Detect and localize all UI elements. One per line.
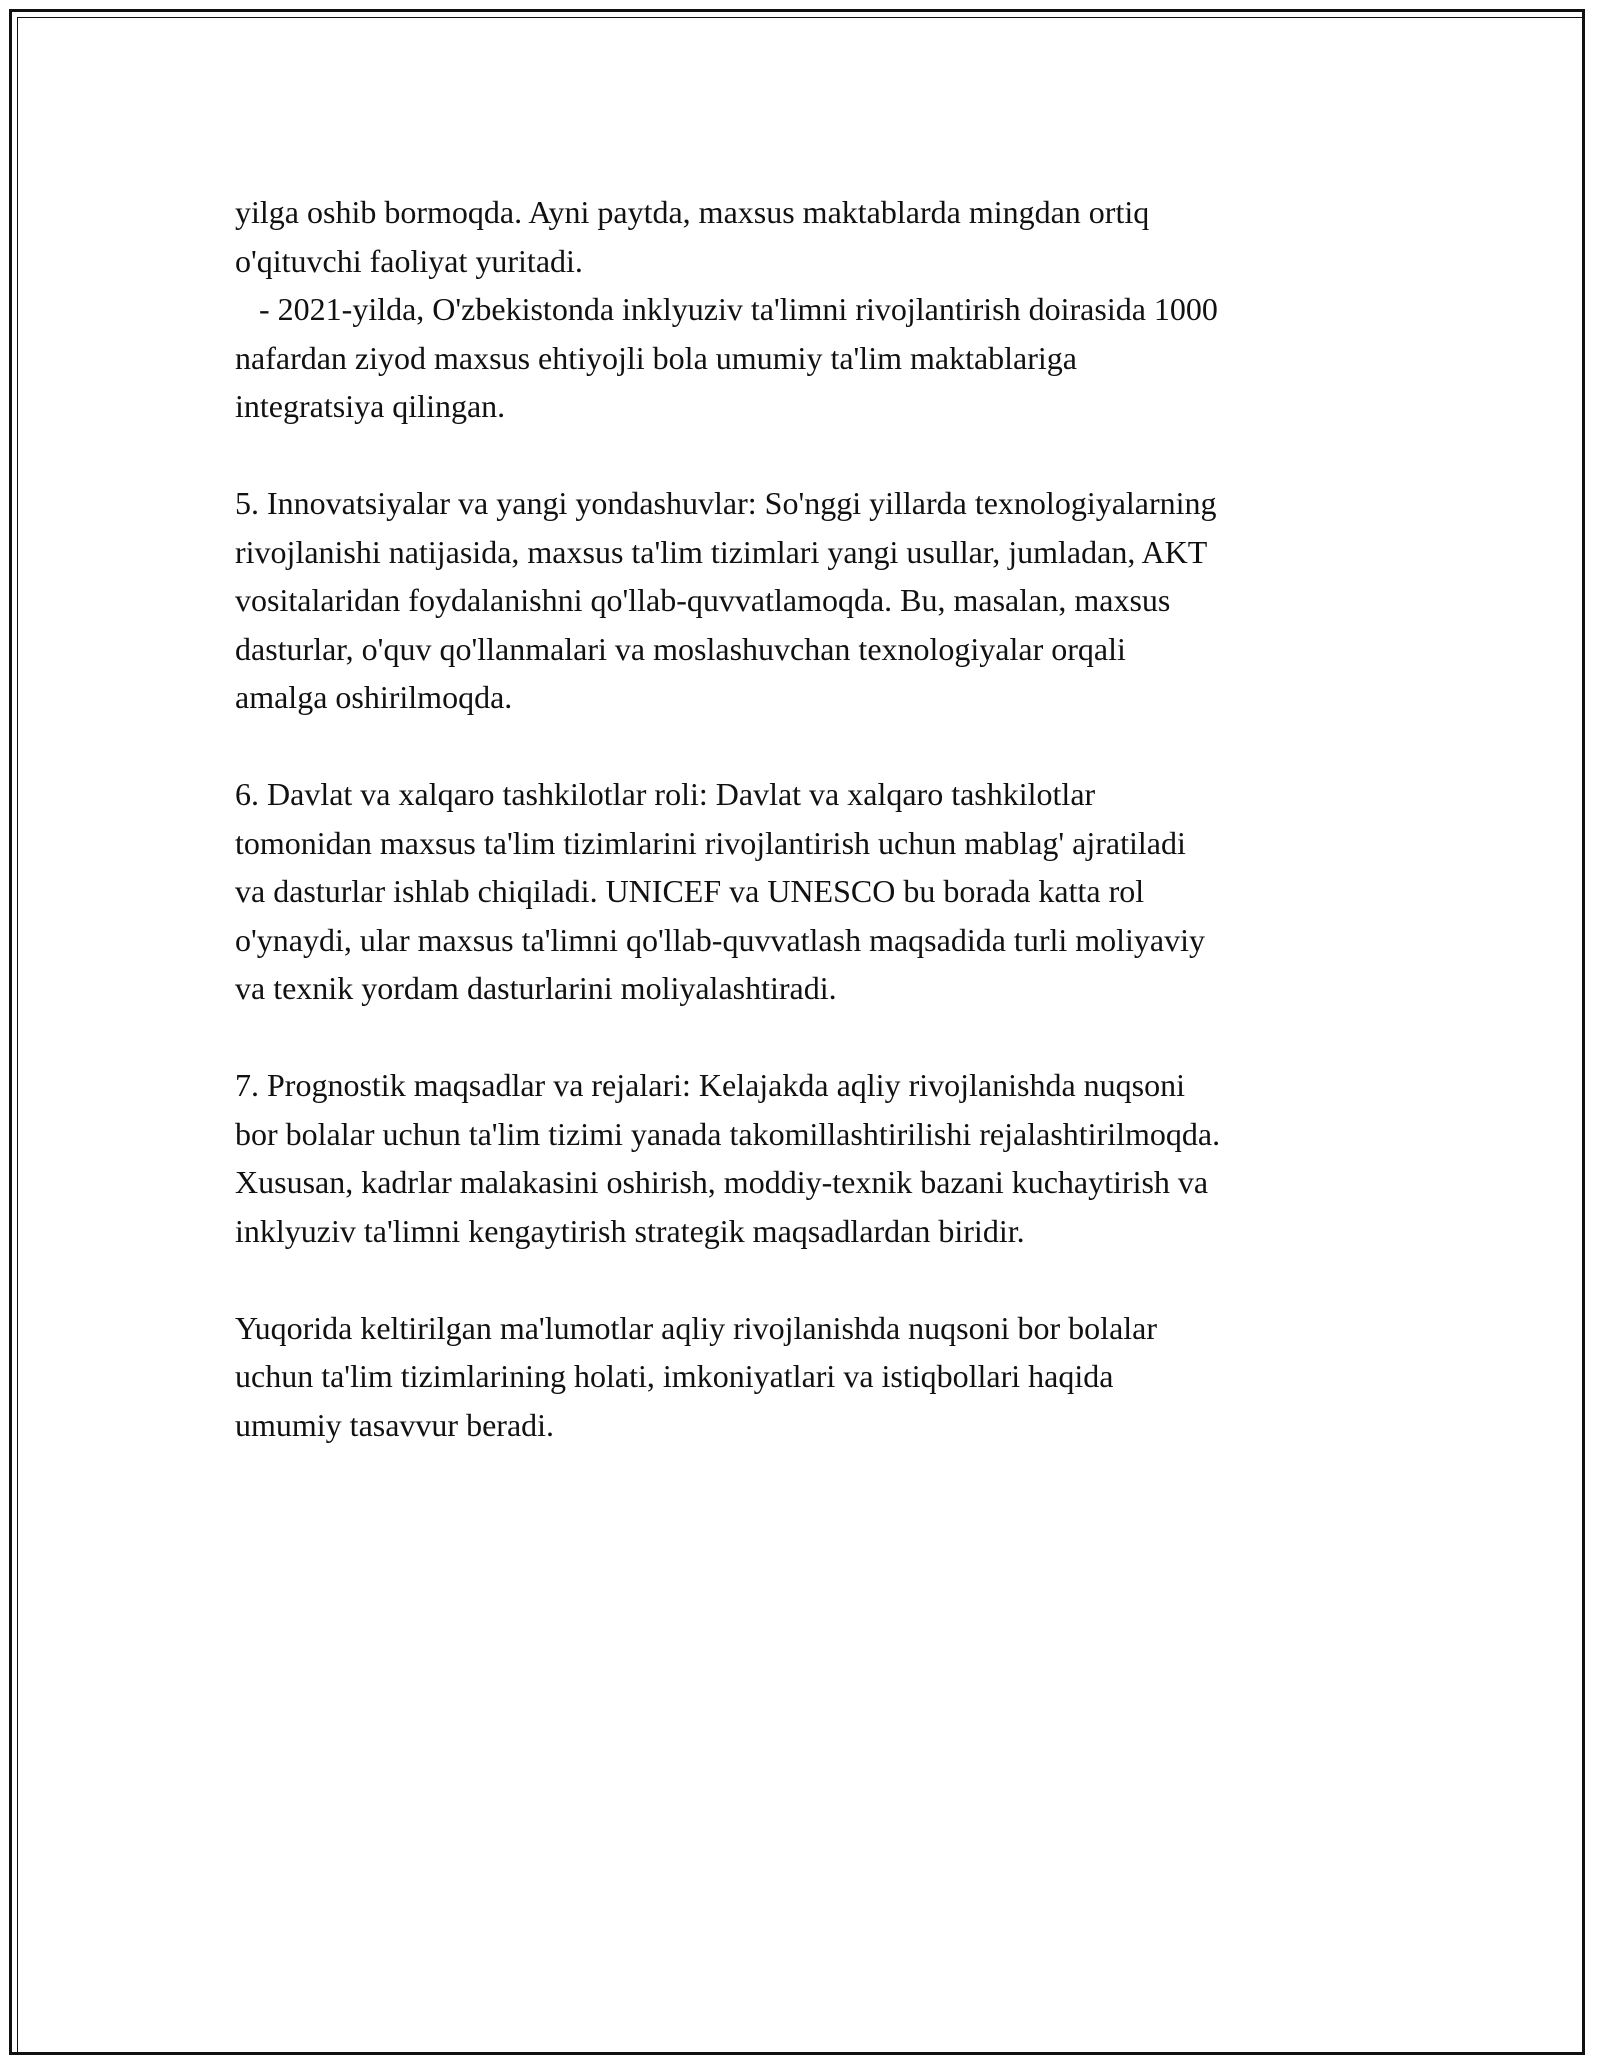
text-line: - 2021-yilda, O'zbekistonda inklyuziv ta'limni rivojlantirish doirasida 1000 <box>235 291 1218 327</box>
text-line: 7. Prognostik maqsadlar va rejalari: Kelajakda aqliy rivojlanishda nuqsoni <box>235 1067 1185 1103</box>
text-line: va dasturlar ishlab chiqiladi. UNICEF va UNESCO bu borada katta rol <box>235 873 1145 909</box>
paragraph-innovations <box>235 479 1415 722</box>
text-line: tomonidan maxsus ta'lim tizimlarini rivojlantirish uchun mablag' ajratiladi <box>235 824 1186 861</box>
text-line: Yuqorida keltirilgan ma'lumotlar aqliy rivojlanishda nuqsoni bor bolalar <box>235 1309 1158 1346</box>
text-line: va texnik yordam dasturlarini moliyalashtiradi. <box>235 970 837 1006</box>
text-line: dasturlar, o'quv qo'llanmalari va moslashuvchan texnologiyalar orqali <box>235 630 1126 667</box>
text-line: amalga oshirilmoqda. <box>235 679 513 715</box>
paragraph-conclusion <box>235 1304 1415 1450</box>
text-line: vositalaridan foydalanishni qo'llab-quvvatlamoqda. Bu, masalan, maxsus <box>235 582 1171 618</box>
text-line: Xususan, kadrlar malakasini oshirish, moddiy-texnik bazani kuchaytirish va <box>235 1164 1209 1200</box>
text-line: inklyuziv ta'limni kengaytirish strategik maqsadlardan biridir. <box>235 1212 1025 1249</box>
document-body <box>235 188 1415 1449</box>
text-line: uchun ta'lim tizimlarining holati, imkoniyatlari va istiqbollari haqida <box>235 1358 1114 1394</box>
text-line: o'qituvchi faoliyat yuritadi. <box>235 242 583 279</box>
paragraph-organizations-role <box>235 770 1415 1013</box>
text-line: integratsiya qilingan. <box>235 388 506 424</box>
paragraph-statistics-continuation <box>235 188 1415 431</box>
text-line: 6. Davlat va xalqaro tashkilotlar roli: Davlat va xalqaro tashkilotlar <box>235 776 1096 812</box>
text-line: nafardan ziyod maxsus ehtiyojli bola umumiy ta'lim maktablariga <box>235 339 1077 376</box>
text-line: rivojlanishi natijasida, maxsus ta'lim tizimlari yangi usullar, jumladan, AKT <box>235 533 1208 570</box>
text-line: umumiy tasavvur beradi. <box>235 1406 555 1443</box>
paragraph-prognostic-goals <box>235 1061 1415 1255</box>
text-line: o'ynaydi, ular maxsus ta'limni qo'llab-quvvatlash maqsadida turli moliyaviy <box>235 921 1206 958</box>
text-line: bor bolalar uchun ta'lim tizimi yanada takomillashtirilishi rejalashtirilmoqda. <box>235 1115 1221 1152</box>
text-line: yilga oshib bormoqda. Ayni paytda, maxsus maktablarda mingdan ortiq <box>235 194 1150 230</box>
text-line: 5. Innovatsiyalar va yangi yondashuvlar: So'nggi yillarda texnologiyalarning <box>235 485 1217 521</box>
